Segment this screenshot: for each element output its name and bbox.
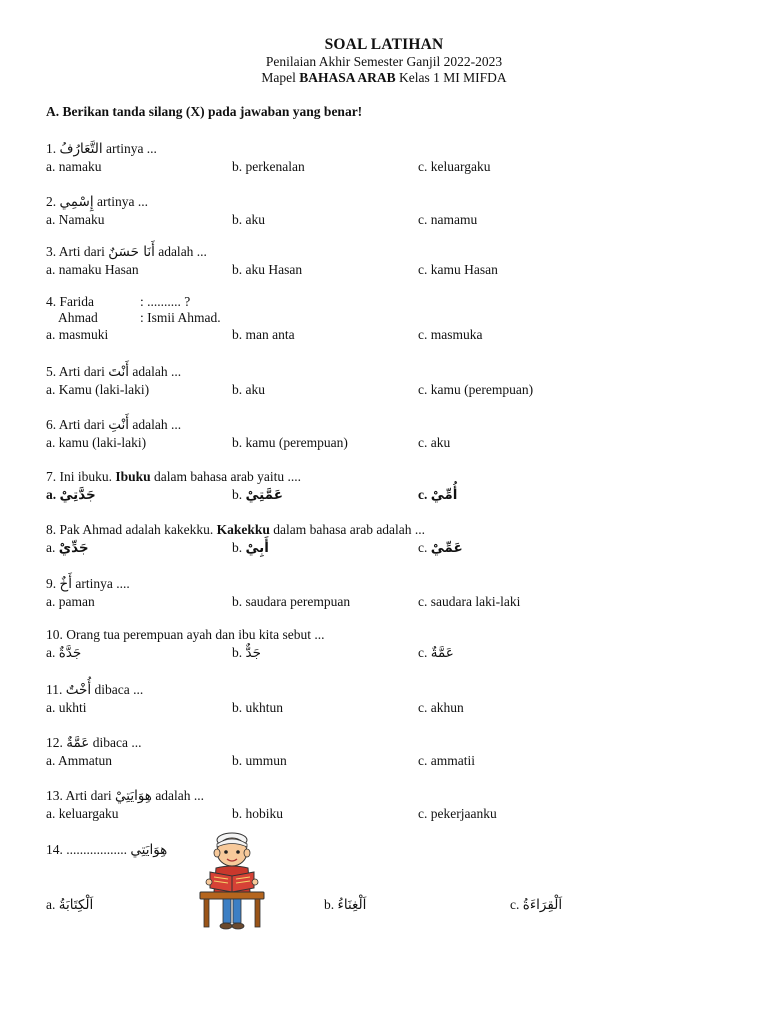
question-5 bbox=[46, 363, 726, 399]
option-b[interactable]: b. hobiku bbox=[232, 806, 284, 821]
dialogue-text: : .......... ? bbox=[140, 294, 191, 309]
answer-options bbox=[46, 381, 726, 399]
question-stem: 10. Orang tua perempuan ayah dan ibu kita sebut ... bbox=[46, 627, 325, 642]
question-stem: 3. Arti dari أَنَا حَسَنٌ adalah ... bbox=[46, 244, 207, 260]
option-c[interactable]: c. أُمِّيْ bbox=[418, 487, 458, 503]
question-11 bbox=[46, 681, 726, 717]
option-c[interactable]: c. akhun bbox=[418, 700, 464, 715]
option-b[interactable]: b. ukhtun bbox=[232, 700, 284, 715]
option-a[interactable]: a. kamu (laki-laki) bbox=[46, 435, 147, 450]
option-a[interactable]: a. paman bbox=[46, 594, 95, 609]
option-c[interactable]: c. kamu (perempuan) bbox=[418, 382, 534, 397]
worksheet-header bbox=[0, 0, 768, 86]
option-a[interactable]: a. masmuki bbox=[46, 327, 109, 342]
question-13 bbox=[46, 787, 726, 823]
question-7 bbox=[46, 468, 726, 504]
answer-options bbox=[46, 644, 726, 662]
question-stem: 14. .................. هِوَايَتِي bbox=[46, 842, 168, 858]
question-3 bbox=[46, 243, 726, 279]
section-instruction: A. Berikan tanda silang (X) pada jawaban yang benar! bbox=[46, 104, 363, 119]
option-a[interactable]: a. keluargaku bbox=[46, 806, 119, 821]
option-c[interactable]: c. namamu bbox=[418, 212, 478, 227]
option-a[interactable]: a. Ammatun bbox=[46, 753, 112, 768]
worksheet-title: SOAL LATIHAN bbox=[324, 36, 444, 53]
table-icon bbox=[200, 892, 264, 899]
question-stem: 5. Arti dari أَنْتَ adalah ... bbox=[46, 364, 182, 380]
dialogue-line-1 bbox=[46, 294, 726, 310]
subject-name: BAHASA ARAB bbox=[299, 70, 396, 85]
question-stem: 8. Pak Ahmad adalah kakekku. Kakekku dalam bahasa arab adalah ... bbox=[46, 522, 426, 537]
dialogue-line-2 bbox=[46, 310, 726, 326]
option-b[interactable]: b. ummun bbox=[232, 753, 287, 768]
option-b[interactable]: b. aku bbox=[232, 212, 265, 227]
answer-options bbox=[46, 211, 726, 229]
option-b[interactable]: b. aku Hasan bbox=[232, 262, 303, 277]
question-14-options bbox=[46, 896, 726, 914]
subject-line: Mapel BAHASA ARAB Kelas 1 MI MIFDA bbox=[261, 70, 507, 85]
option-a[interactable]: a. جَدِّيْ bbox=[46, 540, 89, 556]
option-b[interactable]: b. perkenalan bbox=[232, 159, 305, 174]
question-stem: 1. التَّعَارُفُ artinya ... bbox=[46, 141, 157, 157]
answer-options bbox=[46, 896, 726, 914]
boy-reading-illustration bbox=[196, 830, 268, 934]
option-c[interactable]: c. masmuka bbox=[418, 327, 483, 342]
answer-options bbox=[46, 699, 726, 717]
question-8 bbox=[46, 521, 726, 557]
question-stem: 12. عَمَّةٌ dibaca ... bbox=[46, 735, 142, 751]
answer-options bbox=[46, 539, 726, 557]
speaker-name: Ahmad bbox=[58, 310, 98, 325]
option-c[interactable]: c. عَمَّةٌ bbox=[418, 645, 454, 661]
option-a[interactable]: a. Kamu (laki-laki) bbox=[46, 382, 150, 397]
option-b[interactable]: b. man anta bbox=[232, 327, 295, 342]
question-12 bbox=[46, 734, 726, 770]
option-b[interactable]: b. aku bbox=[232, 382, 265, 397]
option-c[interactable]: c. aku bbox=[418, 435, 451, 450]
speaker-name: 4. Farida bbox=[46, 294, 94, 309]
option-a[interactable]: a. namaku Hasan bbox=[46, 262, 139, 277]
option-c[interactable]: c. عَمِّيْ bbox=[418, 540, 463, 556]
option-b[interactable]: b. عَمَّتِيْ bbox=[232, 487, 283, 503]
option-b[interactable]: b. اَلْغِنَاءُ bbox=[324, 897, 367, 913]
pants-icon bbox=[223, 899, 231, 923]
answer-options bbox=[46, 486, 726, 504]
option-a[interactable]: a. namaku bbox=[46, 159, 102, 174]
option-c[interactable]: c. اَلْقِرَاءَةُ bbox=[510, 897, 563, 913]
option-a[interactable]: a. Namaku bbox=[46, 212, 105, 227]
option-b[interactable]: b. kamu (perempuan) bbox=[232, 435, 348, 450]
question-stem: 13. Arti dari هِوَايَتِيْ adalah ... bbox=[46, 788, 205, 804]
answer-options bbox=[46, 752, 726, 770]
option-a[interactable]: a. جَدَّتِيْ bbox=[46, 487, 96, 503]
option-c[interactable]: c. pekerjaanku bbox=[418, 806, 497, 821]
question-4 bbox=[46, 294, 726, 344]
option-a[interactable]: a. جَدَّةٌ bbox=[46, 645, 82, 661]
option-b[interactable]: b. saudara perempuan bbox=[232, 594, 351, 609]
answer-options bbox=[46, 434, 726, 452]
question-1 bbox=[46, 140, 726, 176]
dialogue-text: : Ismii Ahmad. bbox=[140, 310, 221, 325]
option-b[interactable]: b. أَبِيْ bbox=[232, 540, 269, 556]
option-a[interactable]: a. ukhti bbox=[46, 700, 87, 715]
option-c[interactable]: c. keluargaku bbox=[418, 159, 491, 174]
answer-options bbox=[46, 593, 726, 611]
option-b[interactable]: b. جَدٌّ bbox=[232, 645, 261, 661]
question-stem: 7. Ini ibuku. Ibuku dalam bahasa arab yaitu .... bbox=[46, 469, 301, 484]
question-stem: 6. Arti dari أَنْتِ adalah ... bbox=[46, 417, 182, 433]
exam-period: Penilaian Akhir Semester Ganjil 2022-2023 bbox=[265, 54, 503, 69]
option-c[interactable]: c. ammatii bbox=[418, 753, 475, 768]
option-c[interactable]: c. saudara laki-laki bbox=[418, 594, 521, 609]
option-a[interactable]: a. اَلْكِتَابَةُ bbox=[46, 897, 94, 913]
question-10 bbox=[46, 626, 726, 662]
question-stem: 11. أُخْتٌ dibaca ... bbox=[46, 682, 144, 698]
answer-options bbox=[46, 805, 726, 823]
answer-options bbox=[46, 261, 726, 279]
question-14 bbox=[46, 841, 726, 859]
question-stem: 9. أَخٌ artinya .... bbox=[46, 576, 130, 592]
question-2 bbox=[46, 193, 726, 229]
question-stem: 2. إِسْمِي artinya ... bbox=[46, 194, 148, 210]
answer-options bbox=[46, 326, 726, 344]
answer-options bbox=[46, 158, 726, 176]
option-c[interactable]: c. kamu Hasan bbox=[418, 262, 498, 277]
question-6 bbox=[46, 416, 726, 452]
question-9 bbox=[46, 575, 726, 611]
